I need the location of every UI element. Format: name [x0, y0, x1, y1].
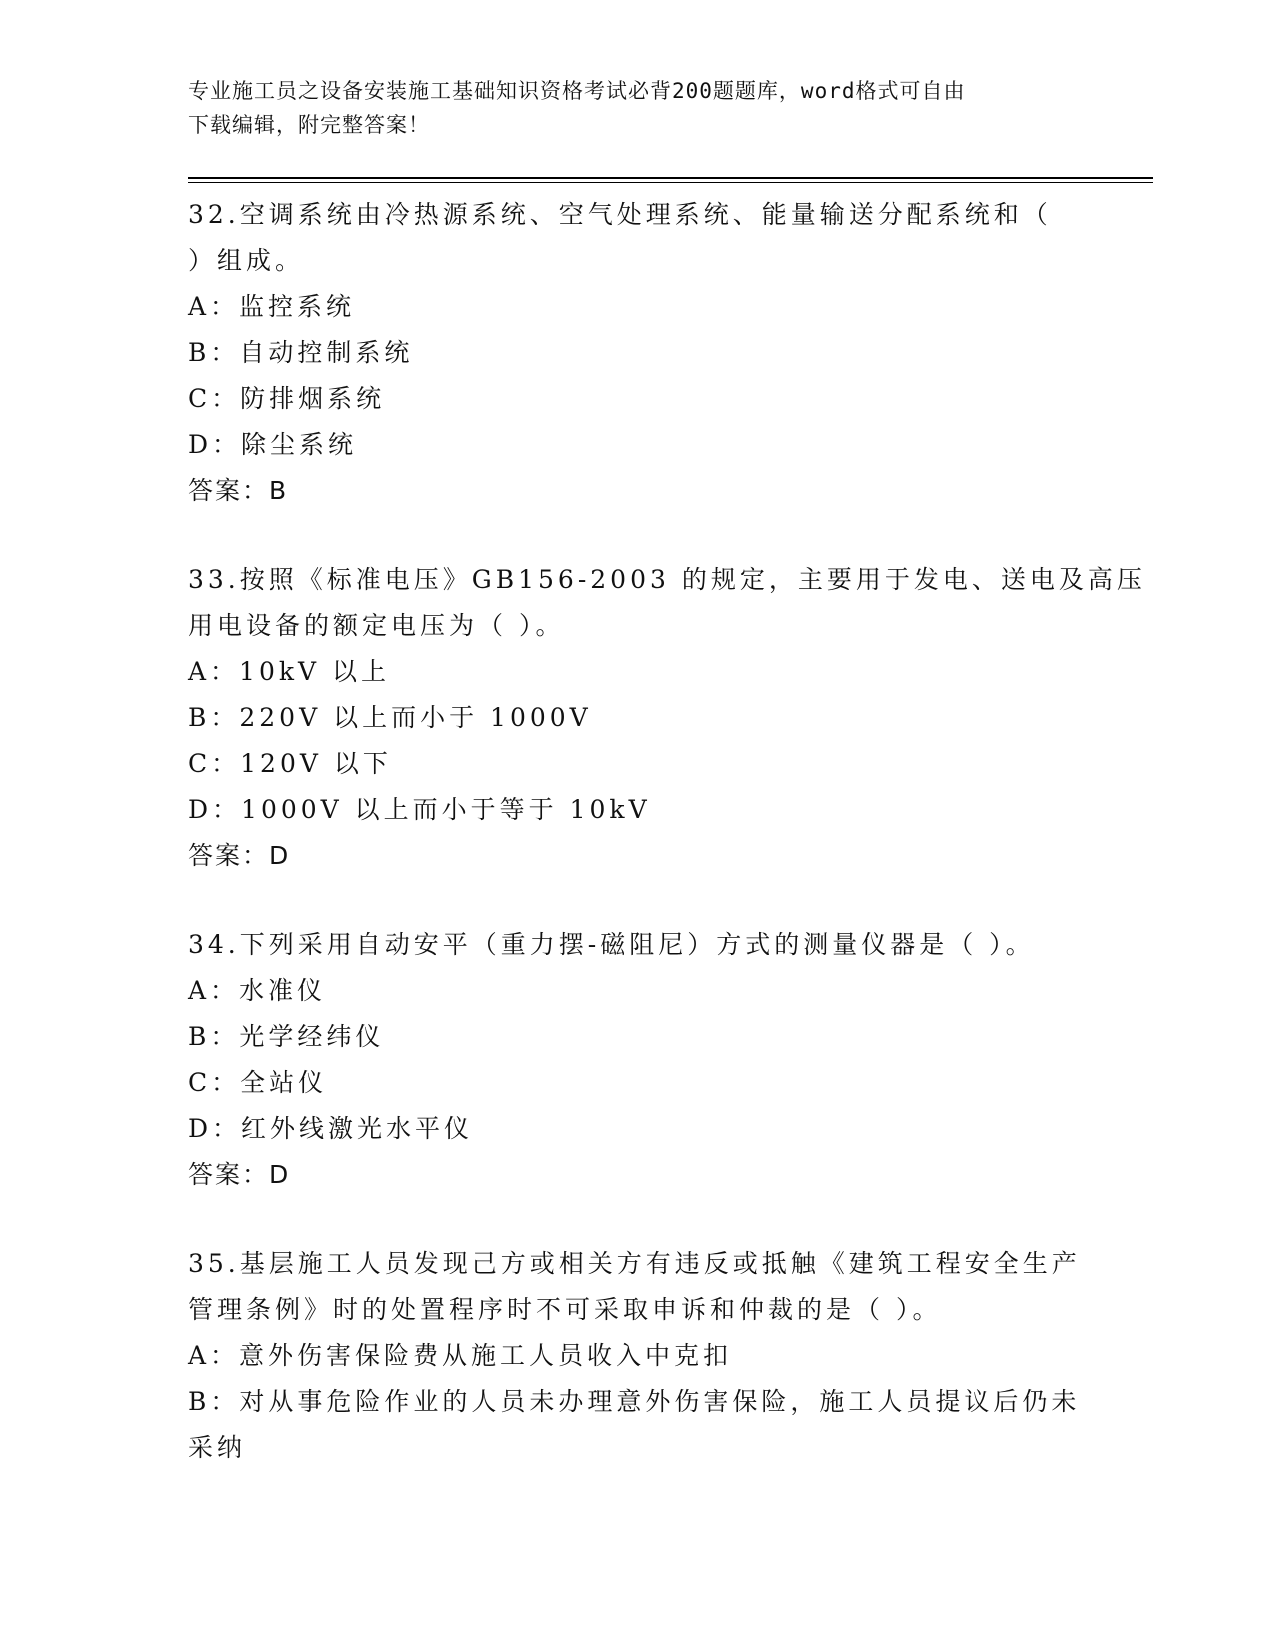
- option-c: C：全站仪: [188, 1068, 328, 1097]
- spacer: [188, 1198, 1088, 1241]
- option-d: D：1000V 以上而小于等于 10kV: [188, 795, 651, 824]
- option-a: A：意外伤害保险费从施工人员收入中克扣: [188, 1341, 733, 1370]
- question-stem: 33.按照《标准电压》GB156-2003 的规定，主要用于发电、送电及高压: [188, 565, 1146, 594]
- option-b: B：自动控制系统: [188, 338, 414, 367]
- header-line-2: 下载编辑，附完整答案！: [188, 113, 430, 137]
- option-a: A：监控系统: [188, 292, 356, 321]
- question-list: [188, 192, 1146, 1471]
- question-34: [188, 922, 1088, 1198]
- option-d: D：红外线激光水平仪: [188, 1114, 474, 1143]
- option-b: B：光学经纬仪: [188, 1022, 385, 1051]
- question-stem: 34.下列采用自动安平（重力摆-磁阻尼）方式的测量仪器是（ ）。: [188, 930, 1035, 959]
- question-stem: 管理条例》时的处置程序时不可采取申诉和仲裁的是（ ）。: [188, 1295, 942, 1324]
- question-stem: 32.空调系统由冷热源系统、空气处理系统、能量输送分配系统和（: [188, 200, 1052, 229]
- header-divider-thin: [188, 182, 1153, 183]
- option-a: A：水准仪: [188, 976, 327, 1005]
- option-a: A：10kV 以上: [188, 657, 391, 686]
- option-b: B：对从事危险作业的人员未办理意外伤害保险，施工人员提议后仍未: [188, 1387, 1081, 1416]
- spacer: [188, 514, 1088, 557]
- question-stem: 35.基层施工人员发现己方或相关方有违反或抵触《建筑工程安全生产: [188, 1249, 1081, 1278]
- option-c: C：120V 以下: [188, 749, 392, 778]
- header-divider-thick: [188, 177, 1153, 179]
- option-b: B：220V 以上而小于 1000V: [188, 703, 592, 732]
- spacer: [188, 879, 1088, 922]
- answer-label: 答案：D: [188, 1160, 291, 1189]
- question-stem: ）组成。: [188, 246, 305, 275]
- question-33: [188, 557, 1146, 879]
- answer-label: 答案：D: [188, 841, 291, 870]
- option-c: C：防排烟系统: [188, 384, 386, 413]
- question-35: [188, 1241, 1088, 1471]
- option-b-continued: 采纳: [188, 1433, 247, 1462]
- option-d: D：除尘系统: [188, 430, 358, 459]
- question-stem: 用电设备的额定电压为（ ）。: [188, 611, 565, 640]
- question-32: [188, 192, 1088, 514]
- answer-label: 答案：B: [188, 476, 289, 505]
- header-line-1: 专业施工员之设备安装施工基础知识资格考试必背200题题库，word格式可自由: [188, 79, 966, 103]
- document-header: [188, 74, 1068, 142]
